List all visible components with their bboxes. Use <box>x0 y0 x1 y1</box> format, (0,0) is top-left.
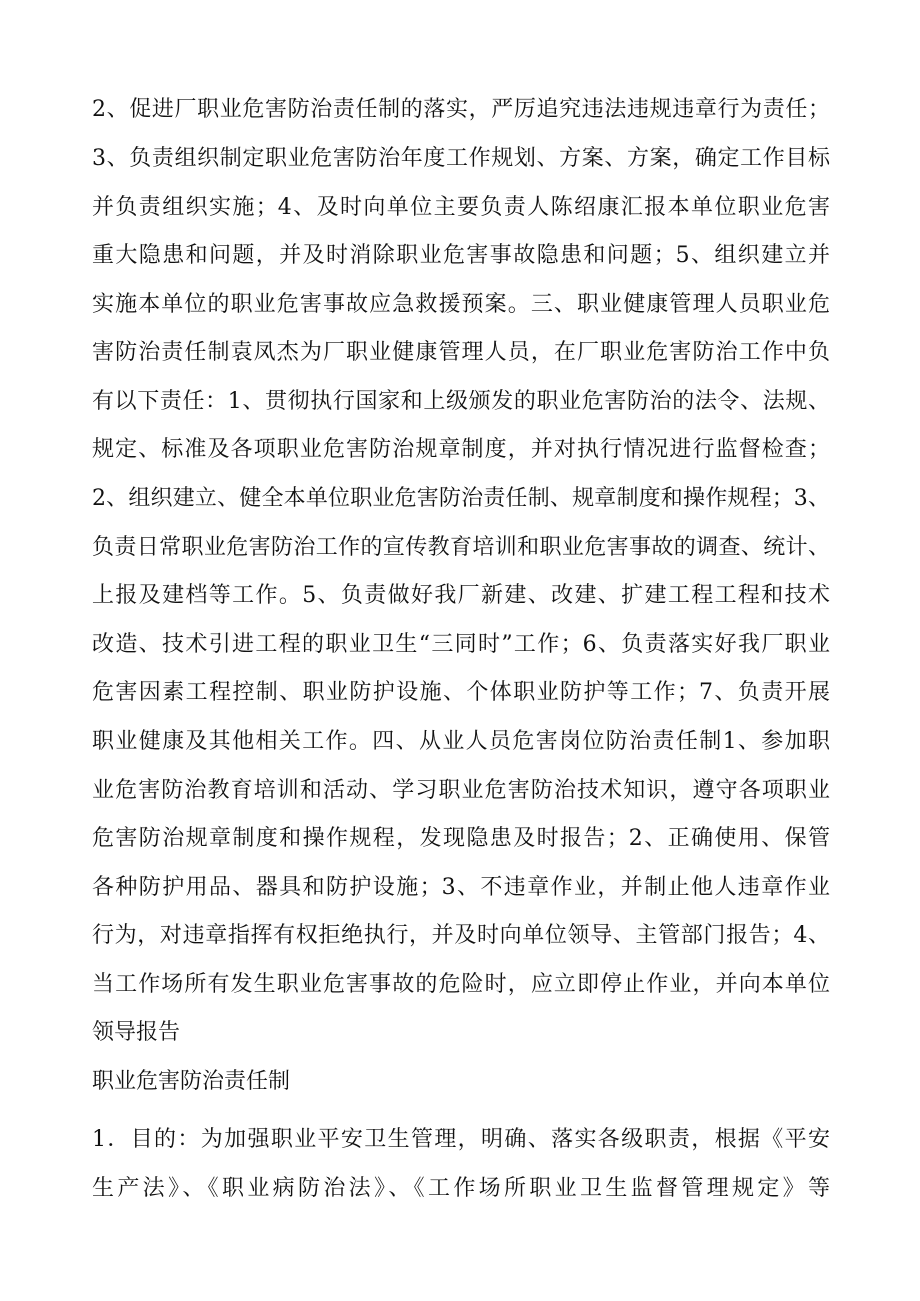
paragraph-line: 2、组织建立、健全本单位职业危害防治责任制、规章制度和操作规程；3、 <box>92 486 830 511</box>
paragraph-line: 职业健康及其他相关工作。四、从业人员危害岗位防治责任制1、参加职 <box>92 729 830 754</box>
paragraph-line: 业危害防治教育培训和活动、学习职业危害防治技术知识，遵守各项职业 <box>92 778 830 803</box>
paragraph-line: 危害因素工程控制、职业防护设施、个体职业防护等工作；7、负责开展 <box>92 680 830 705</box>
paragraph-line: 2、促进厂职业危害防治责任制的落实，严厉追究违法违规违章行为责任； <box>92 97 830 122</box>
paragraph-line: 重大隐患和问题，并及时消除职业危害事故隐患和问题；5、组织建立并 <box>92 243 830 268</box>
paragraph-line: 规定、标准及各项职业危害防治规章制度，并对执行情况进行监督检查； <box>92 437 830 462</box>
paragraph-line: 有以下责任：1、贯彻执行国家和上级颁发的职业危害防治的法令、法规、 <box>92 389 830 414</box>
paragraph-line: 实施本单位的职业危害事故应急救援预案。三、职业健康管理人员职业危 <box>92 292 830 317</box>
section-line: 生产法》、《职业病防治法》、《工作场所职业卫生监督管理规定》等 <box>92 1176 830 1201</box>
paragraph-line: 并负责组织实施；4、及时向单位主要负责人陈绍康汇报本单位职业危害 <box>92 195 830 220</box>
paragraph-line: 上报及建档等工作。5、负责做好我厂新建、改建、扩建工程工程和技术 <box>92 583 830 608</box>
paragraph-line: 害防治责任制袁凤杰为厂职业健康管理人员，在厂职业危害防治工作中负 <box>92 340 830 365</box>
paragraph-line: 负责日常职业危害防治工作的宣传教育培训和职业危害事故的调查、统计、 <box>92 535 830 560</box>
paragraph-line: 改造、技术引进工程的职业卫生“三同时”工作；6、负责落实好我厂职业 <box>92 632 830 657</box>
section-line: 1．目的：为加强职业平安卫生管理，明确、落实各级职责，根据《平安 <box>92 1127 830 1152</box>
paragraph-line: 行为，对违章指挥有权拒绝执行，并及时向单位领导、主管部门报告；4、 <box>92 923 830 948</box>
section-title: 职业危害防治责任制 <box>92 1069 291 1094</box>
paragraph-line: 危害防治规章制度和操作规程，发现隐患及时报告；2、正确使用、保管 <box>92 826 830 851</box>
paragraph-line: 各种防护用品、器具和防护设施；3、不违章作业，并制止他人违章作业 <box>92 875 830 900</box>
paragraph-line: 3、负责组织制定职业危害防治年度工作规划、方案、方案，确定工作目标 <box>92 146 830 171</box>
paragraph-line: 当工作场所有发生职业危害事故的危险时，应立即停止作业，并向本单位 <box>92 972 830 997</box>
paragraph-line-last: 领导报告 <box>92 1020 181 1045</box>
